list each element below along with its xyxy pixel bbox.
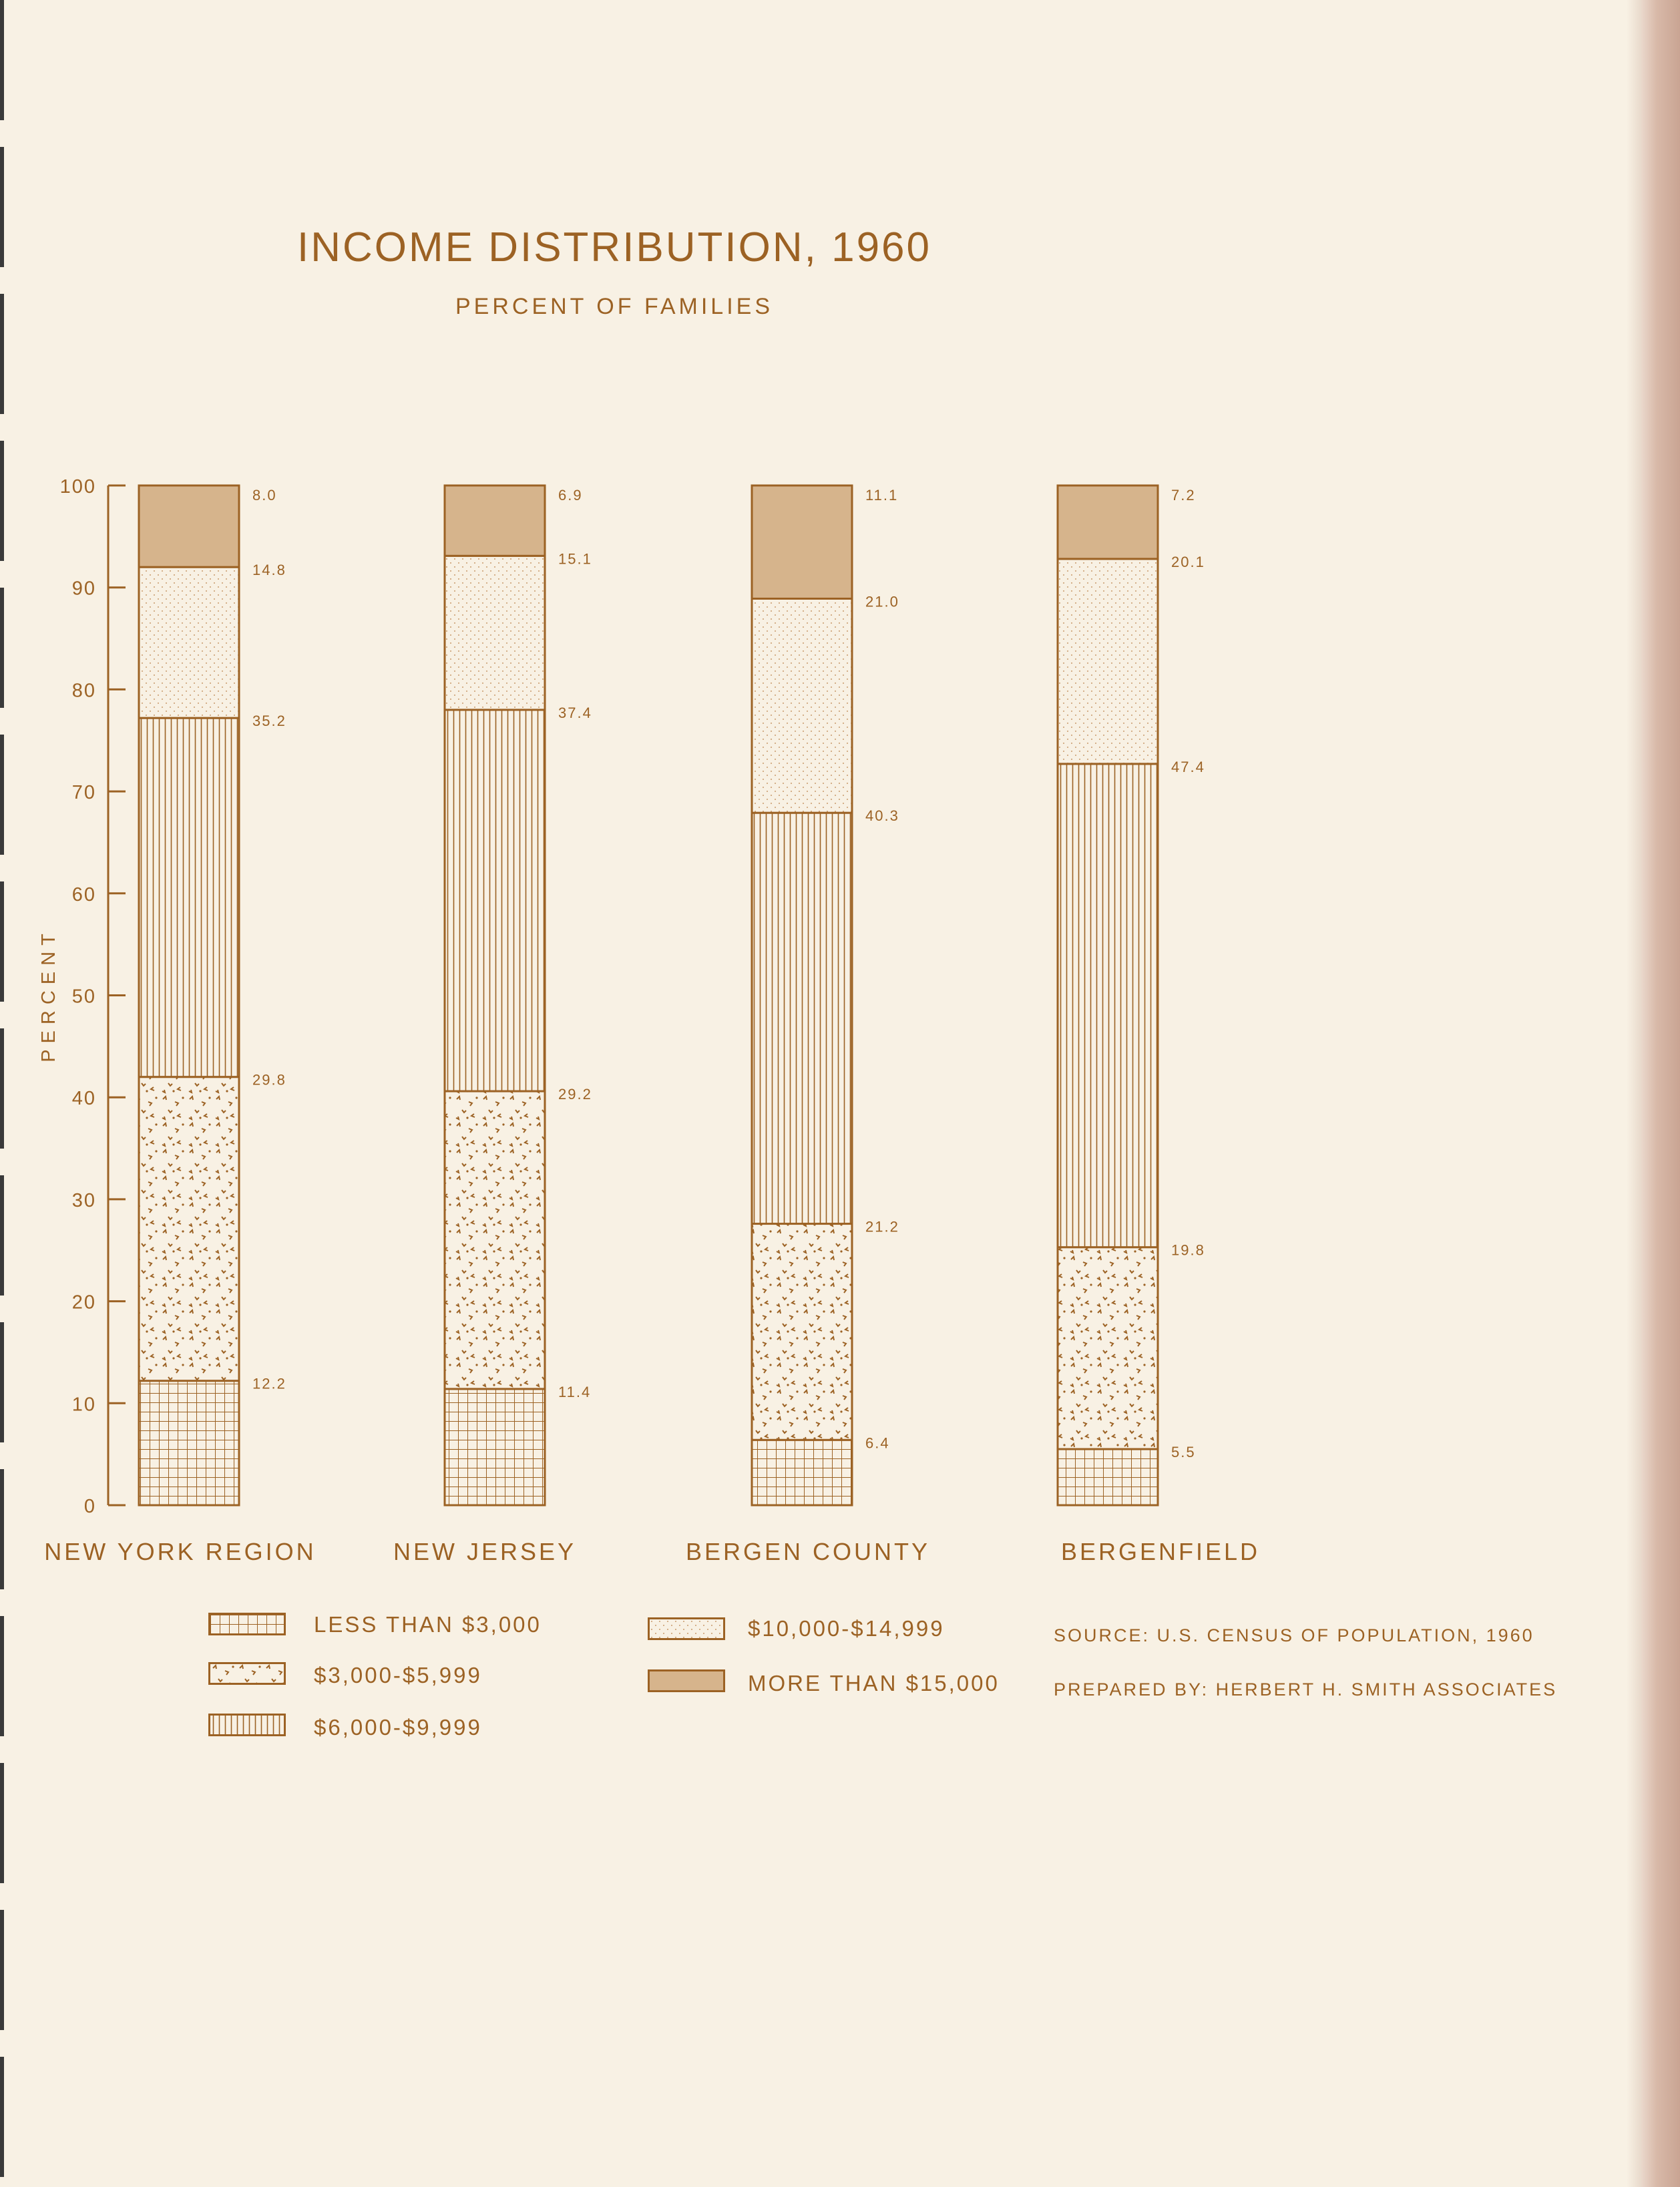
bar-value-label: 6.9 xyxy=(558,487,583,504)
category-label: BERGENFIELD xyxy=(1060,1538,1261,1565)
bar-value-label: 11.4 xyxy=(558,1383,592,1400)
bar-value-label: 11.1 xyxy=(865,487,899,504)
legend-swatch xyxy=(648,1617,725,1640)
bar-value-label: 20.1 xyxy=(1171,553,1205,570)
legend-swatch xyxy=(648,1669,725,1692)
bar-segment xyxy=(752,485,852,598)
bar-segment xyxy=(139,718,239,1077)
legend-label: $6,000-$9,999 xyxy=(314,1715,482,1740)
y-axis-title: PERCENT xyxy=(38,928,59,1062)
bar-value-label: 6.4 xyxy=(865,1434,890,1452)
bar-value-label: 37.4 xyxy=(558,704,592,721)
chart-subtitle: PERCENT OF FAMILIES xyxy=(455,294,773,319)
y-tick-label: 40 xyxy=(71,1088,96,1110)
category-label: NEW YORK REGION xyxy=(44,1538,317,1565)
bar-value-label: 29.8 xyxy=(252,1071,286,1088)
bar-segment xyxy=(752,1224,852,1440)
bar-segment xyxy=(752,813,852,1223)
bar-value-label: 7.2 xyxy=(1171,487,1196,504)
bar-segment xyxy=(445,556,545,710)
bar-segment xyxy=(1058,1247,1158,1449)
bar-segment xyxy=(445,1091,545,1389)
legend-swatch xyxy=(208,1613,286,1635)
y-tick-label: 60 xyxy=(71,883,96,906)
bar-value-label: 14.8 xyxy=(252,562,286,579)
legend-swatch xyxy=(208,1714,286,1736)
y-tick-label: 30 xyxy=(71,1189,96,1211)
bar-segment xyxy=(1058,485,1158,559)
prepared-by-note: PREPARED BY: HERBERT H. SMITH ASSOCIATES xyxy=(1054,1679,1558,1700)
y-tick-label: 70 xyxy=(71,782,96,804)
legend-label: $3,000-$5,999 xyxy=(314,1663,482,1687)
bar-segment xyxy=(1058,559,1158,764)
y-tick-label: 50 xyxy=(71,986,96,1008)
bar-value-label: 35.2 xyxy=(252,713,286,730)
bar-segment xyxy=(1058,764,1158,1247)
bar-value-label: 47.4 xyxy=(1171,758,1205,775)
bar-segment xyxy=(139,485,239,567)
bar-segment xyxy=(139,1077,239,1381)
bar-value-label: 19.8 xyxy=(1171,1241,1205,1259)
legend-label: MORE THAN $15,000 xyxy=(748,1671,1000,1696)
bar-value-label: 40.3 xyxy=(865,807,899,825)
legend-label: $10,000-$14,999 xyxy=(748,1616,945,1641)
legend-swatch xyxy=(208,1662,286,1685)
bar-segment xyxy=(445,485,545,556)
bar-value-label: 21.0 xyxy=(865,593,899,610)
bar-value-label: 8.0 xyxy=(252,487,277,504)
bar-segment xyxy=(139,567,239,718)
chart-title: INCOME DISTRIBUTION, 1960 xyxy=(296,224,932,270)
bar-value-label: 15.1 xyxy=(558,550,592,568)
y-tick-label: 0 xyxy=(83,1496,96,1517)
y-tick-label: 80 xyxy=(71,680,96,702)
source-note: SOURCE: U.S. CENSUS OF POPULATION, 1960 xyxy=(1054,1625,1534,1645)
legend-label: LESS THAN $3,000 xyxy=(314,1612,542,1637)
bar-segment xyxy=(752,1440,852,1505)
y-tick-label: 20 xyxy=(71,1291,96,1314)
bar-segment xyxy=(445,710,545,1091)
bar-segment xyxy=(139,1381,239,1505)
bar-value-label: 5.5 xyxy=(1171,1444,1196,1461)
category-label: BERGEN COUNTY xyxy=(685,1538,931,1565)
bar-segment xyxy=(1058,1449,1158,1505)
bar-segment xyxy=(752,598,852,813)
y-tick-label: 10 xyxy=(71,1394,96,1416)
category-label: NEW JERSEY xyxy=(393,1538,577,1565)
y-tick-label: 90 xyxy=(71,578,96,600)
bar-value-label: 29.2 xyxy=(558,1086,592,1103)
y-tick-label: 100 xyxy=(59,476,96,498)
bar-segment xyxy=(445,1389,545,1505)
bar-value-label: 12.2 xyxy=(252,1375,286,1392)
bar-value-label: 21.2 xyxy=(865,1218,899,1235)
